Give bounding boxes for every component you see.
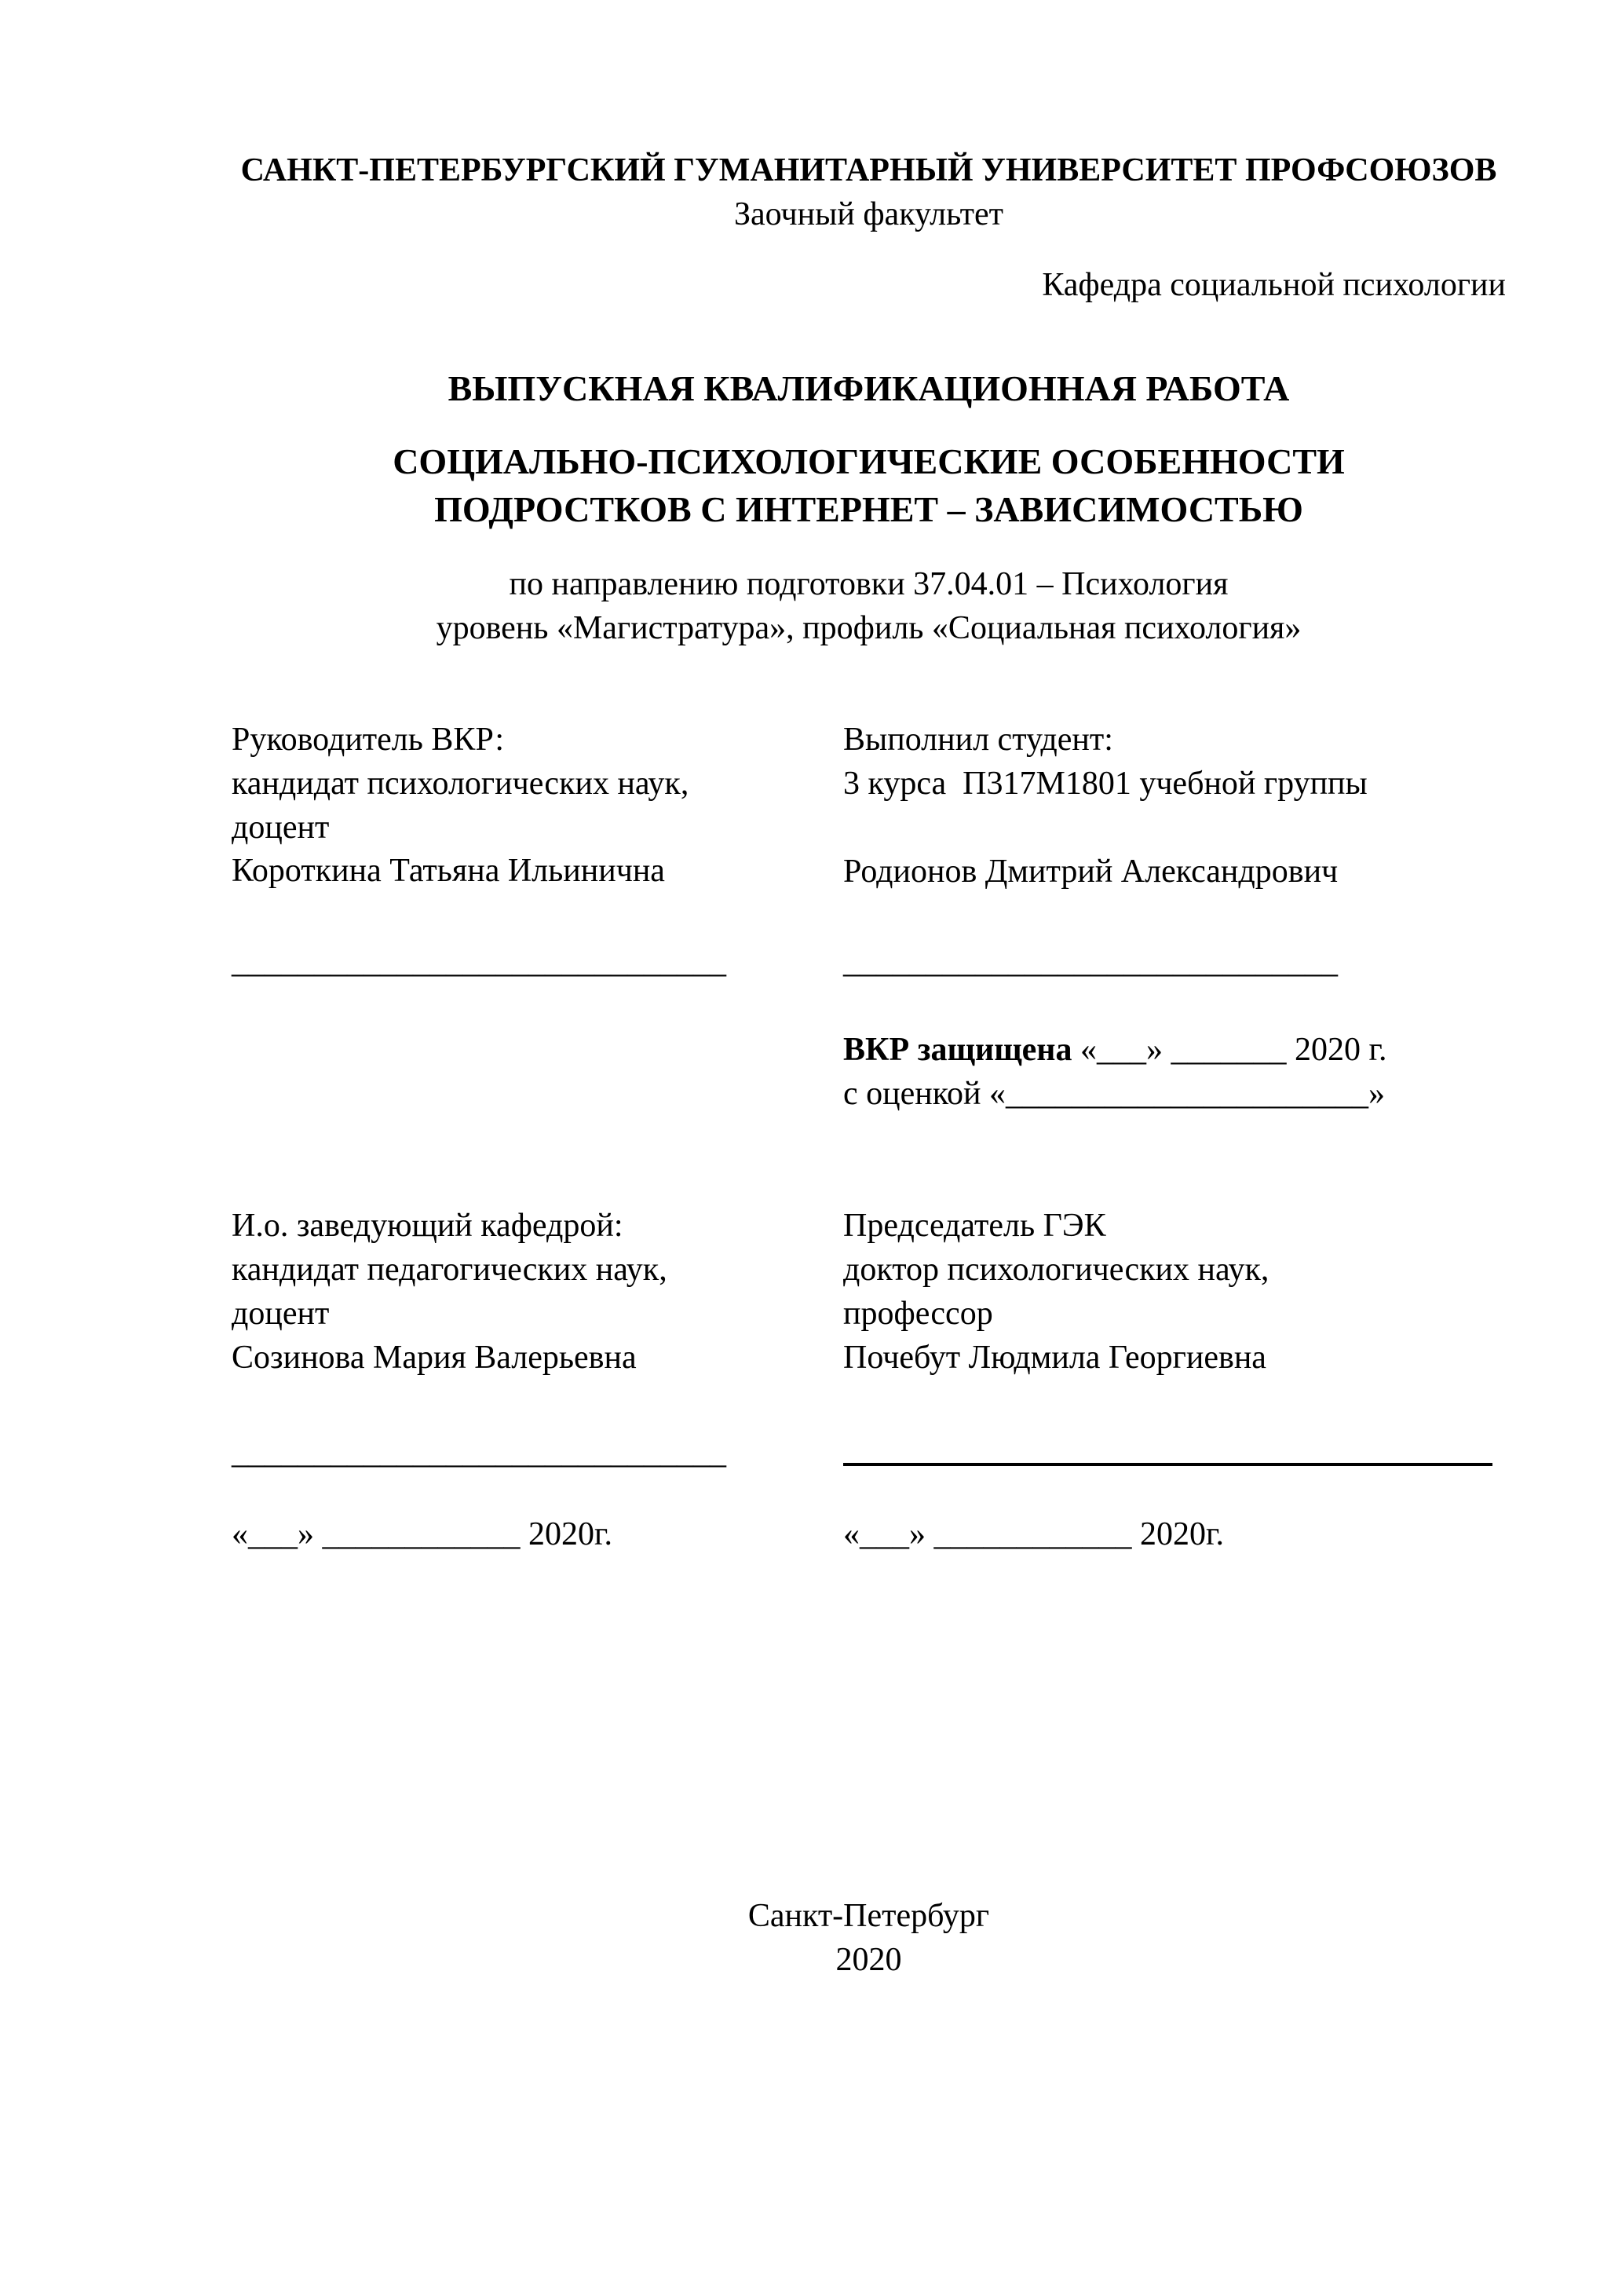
chair-degree: доктор психологических наук, (843, 1251, 1269, 1288)
department-name: Кафедра социальной психологии (1042, 266, 1506, 303)
faculty-name: Заочный факультет (733, 196, 1004, 232)
chair-rank: профессор (843, 1295, 993, 1332)
chair-name: Почебут Людмила Георгиевна (843, 1339, 1266, 1376)
supervisor-rank: доцент (232, 809, 330, 846)
signature-row-1 (232, 941, 1506, 985)
student-role: Выполнил студент: (843, 721, 1113, 758)
chair-column (843, 1205, 1506, 1380)
supervisor-column (232, 718, 843, 894)
program-direction: по направлению подготовки 37.04.01 – Психология (509, 566, 1229, 603)
acting-head-degree: кандидат педагогических наук, (232, 1251, 667, 1288)
footer-city: Санкт-Петербург (747, 1898, 990, 1935)
acting-head-role: И.о. заведующий кафедрой: (232, 1207, 623, 1244)
work-type-heading: ВЫПУСКНАЯ КВАЛИФИКАЦИОННАЯ РАБОТА (448, 367, 1290, 408)
student-group: 3 курса П317М1801 учебной группы (843, 765, 1368, 802)
blank-line (843, 806, 1506, 850)
footer-year: 2020 (835, 1941, 902, 1978)
chair-signature-container (843, 1431, 1506, 1475)
acting-head-signature-line: ______________________________ (232, 1435, 726, 1472)
defense-info (843, 1029, 1506, 1117)
signature-row-2 (232, 1431, 1506, 1475)
acting-head-rank: доцент (232, 1295, 330, 1332)
thesis-title (232, 437, 1506, 533)
defense-grade-line: с оценкой «______________________» (843, 1076, 1386, 1113)
student-column (843, 718, 1506, 894)
defense-date-line (843, 1029, 1506, 1073)
thesis-title-line2: ПОДРОСТКОВ С ИНТЕРНЕТ – ЗАВИСИМОСТЬЮ (434, 488, 1303, 529)
acting-head-column (232, 1205, 843, 1380)
acting-head-date-line: «___» ____________ 2020г. (232, 1516, 612, 1553)
defense-block (232, 1029, 1506, 1117)
supervisor-student-block (232, 718, 1506, 894)
head-chair-block (232, 1205, 1506, 1380)
defense-left-empty (232, 1029, 843, 1117)
program-level: уровень «Магистратура», профиль «Социальная психология» (436, 609, 1302, 646)
defense-label: ВКР защищена (843, 1032, 1072, 1069)
supervisor-role: Руководитель ВКР: (232, 721, 505, 758)
chair-signature-rule (843, 1463, 1492, 1466)
student-signature-line: ______________________________ (843, 944, 1339, 981)
program-info (232, 563, 1506, 651)
supervisor-signature-line: ______________________________ (232, 944, 726, 981)
chair-date-line: «___» ____________ 2020г. (843, 1516, 1225, 1553)
supervisor-name: Короткина Татьяна Ильинична (232, 853, 665, 890)
student-name: Родионов Дмитрий Александрович (843, 853, 1339, 890)
footer (232, 1895, 1506, 1983)
date-row (232, 1513, 1506, 1557)
defense-date-blanks: «___» _______ 2020 г. (1072, 1032, 1387, 1069)
university-name: САНКТ-ПЕТЕРБУРГСКИЙ ГУМАНИТАРНЫЙ УНИВЕРСИТЕТ ПРОФСОЮЗОВ (240, 152, 1497, 188)
acting-head-name: Созинова Мария Валерьевна (232, 1339, 637, 1376)
thesis-title-line1: СОЦИАЛЬНО-ПСИХОЛОГИЧЕСКИЕ ОСОБЕННОСТИ (393, 441, 1345, 481)
supervisor-degree: кандидат психологических наук, (232, 765, 689, 802)
chair-role: Председатель ГЭК (843, 1207, 1106, 1244)
